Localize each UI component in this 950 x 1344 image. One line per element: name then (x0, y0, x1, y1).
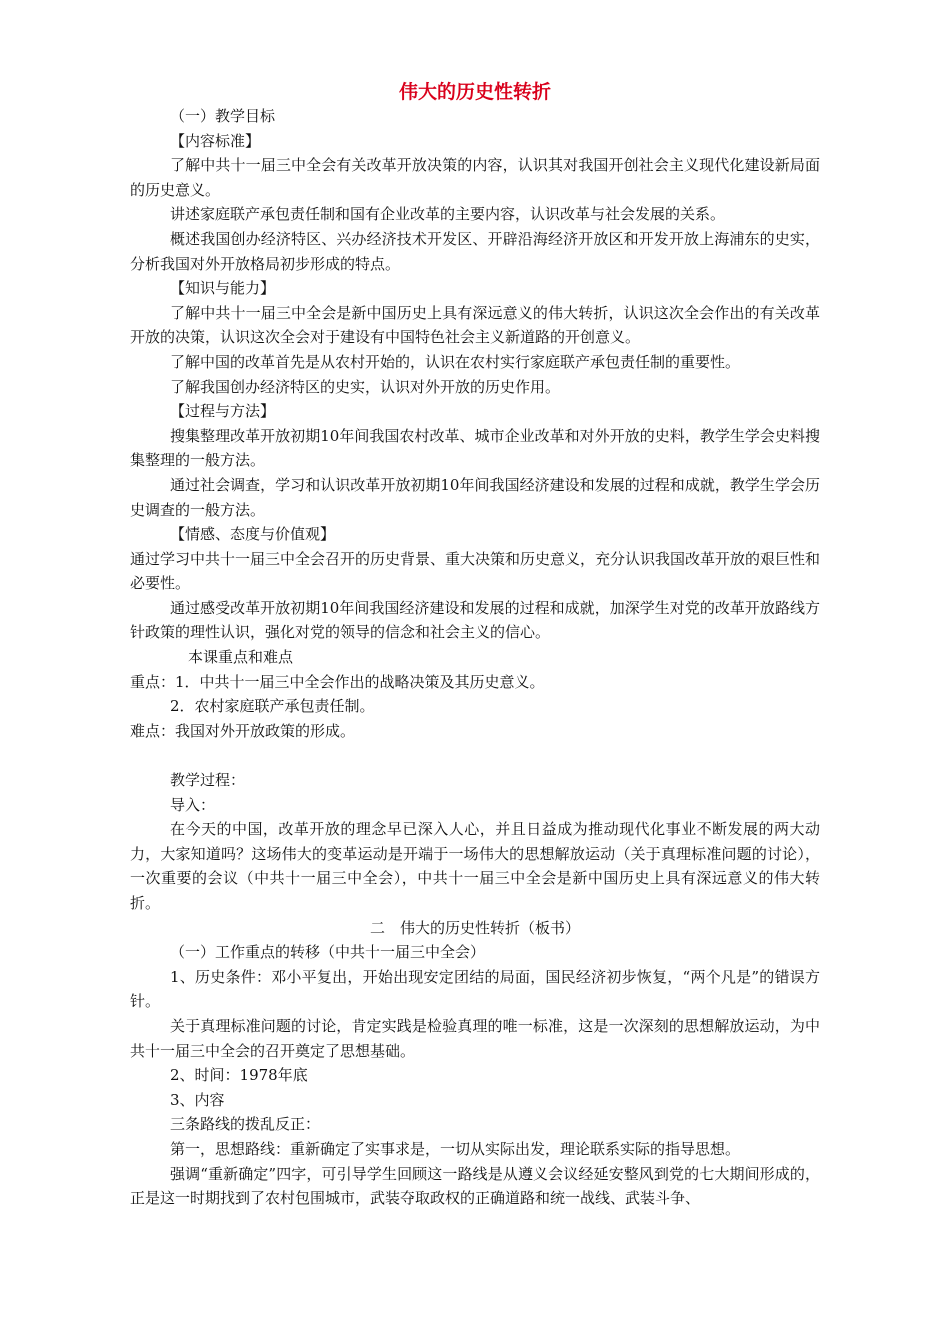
paragraph: 2．农村家庭联产承包责任制。 (170, 697, 375, 716)
paragraph: 讲述家庭联产承包责任制和国有企业改革的主要内容，认识改革与社会发展的关系。 (170, 205, 726, 224)
paragraph: 在今天的中国，改革开放的理念早已深入人心，并且日益成为推动现代化事业不断发展的两大动力，大家知道吗？这场伟大的变革运动是开端于一场伟大的思想解放运动（关于真理标准问题的讨论），一次重要的会议（中共十一届三中全会），中共十一届三中全会是新中国历史上具有深远意义的伟大转折。 (130, 820, 820, 912)
paragraph: 搜集整理改革开放初期10年间我国农村改革、城市企业改革和对外开放的史料，教学生学会史料搜集整理的一般方法。 (130, 426, 820, 470)
paragraph: 二 伟大的历史性转折（板书） (369, 918, 580, 937)
paragraph: 通过社会调查，学习和认识改革开放初期10年间我国经济建设和发展的过程和成就，教学生学会历史调查的一般方法。 (130, 475, 820, 519)
paragraph: 了解中共十一届三中全会是新中国历史上具有深远意义的伟大转折，认识这次全会作出的有关改革开放的决策，认识这次全会对于建设有中国特色社会主义新道路的开创意义。 (130, 303, 820, 347)
paragraph: 3、内容 (170, 1090, 225, 1109)
paragraph: 通过学习中共十一届三中全会召开的历史背景、重大决策和历史意义，充分认识我国改革开放的艰巨性和必要性。 (130, 549, 821, 593)
document-title: 伟大的历史性转折 (398, 81, 551, 103)
document-body (130, 104, 820, 1211)
paragraph: 重点：1．中共十一届三中全会作出的战略决策及其历史意义。 (130, 672, 545, 691)
paragraph: 【情感、态度与价值观】 (170, 525, 336, 544)
paragraph: 难点：我国对外开放政策的形成。 (130, 721, 356, 740)
paragraph: 第一，思想路线：重新确定了实事求是，一切从实际出发，理论联系实际的指导思想。 (170, 1139, 741, 1158)
paragraph: 导入： (170, 795, 216, 814)
blank-line (130, 743, 820, 768)
paragraph: （一）工作重点的转移（中共十一届三中全会） (170, 943, 486, 962)
paragraph: 2、时间：1978年底 (170, 1066, 308, 1085)
paragraph: 三条路线的拨乱反正： (170, 1115, 321, 1134)
paragraph: 1、历史条件：邓小平复出，开始出现安定团结的局面，国民经济初步恢复，“两个凡是”的错误方针。 (130, 967, 820, 1011)
paragraph: 【过程与方法】 (170, 402, 276, 421)
paragraph: （一）教学目标 (170, 107, 276, 125)
paragraph: 了解中国的改革首先是从农村开始的，认识在农村实行家庭联产承包责任制的重要性。 (170, 352, 741, 371)
paragraph: 了解中共十一届三中全会有关改革开放决策的内容，认识其对我国开创社会主义现代化建设新局面的历史意义。 (130, 156, 820, 199)
paragraph: 强调“重新确定”四字，可引导学生回顾这一路线是从遵义会议经延安整风到党的七大期间形成的，正是这一时期找到了农村包围城市，武装夺取政权的正确道路和统一战线、武装斗争、 (130, 1164, 820, 1208)
paragraph: 【内容标准】 (170, 131, 261, 150)
paragraph: 概述我国创办经济特区、兴办经济技术开发区、开辟沿海经济开放区和开发开放上海浦东的史实，分析我国对外开放格局初步形成的特点。 (130, 229, 820, 273)
paragraph: 【知识与能力】 (170, 279, 276, 298)
paragraph: 教学过程： (170, 771, 246, 790)
paragraph: 了解我国创办经济特区的史实，认识对外开放的历史作用。 (170, 377, 561, 396)
paragraph: 通过感受改革开放初期10年间我国经济建设和发展的过程和成就，加深学生对党的改革开放路线方针政策的理性认识，强化对党的领导的信念和社会主义的信心。 (130, 598, 820, 642)
paragraph: 关于真理标准问题的讨论，肯定实践是检验真理的唯一标准，这是一次深刻的思想解放运动，为中共十一届三中全会的召开奠定了思想基础。 (130, 1016, 820, 1060)
paragraph: 本课重点和难点 (188, 648, 294, 667)
